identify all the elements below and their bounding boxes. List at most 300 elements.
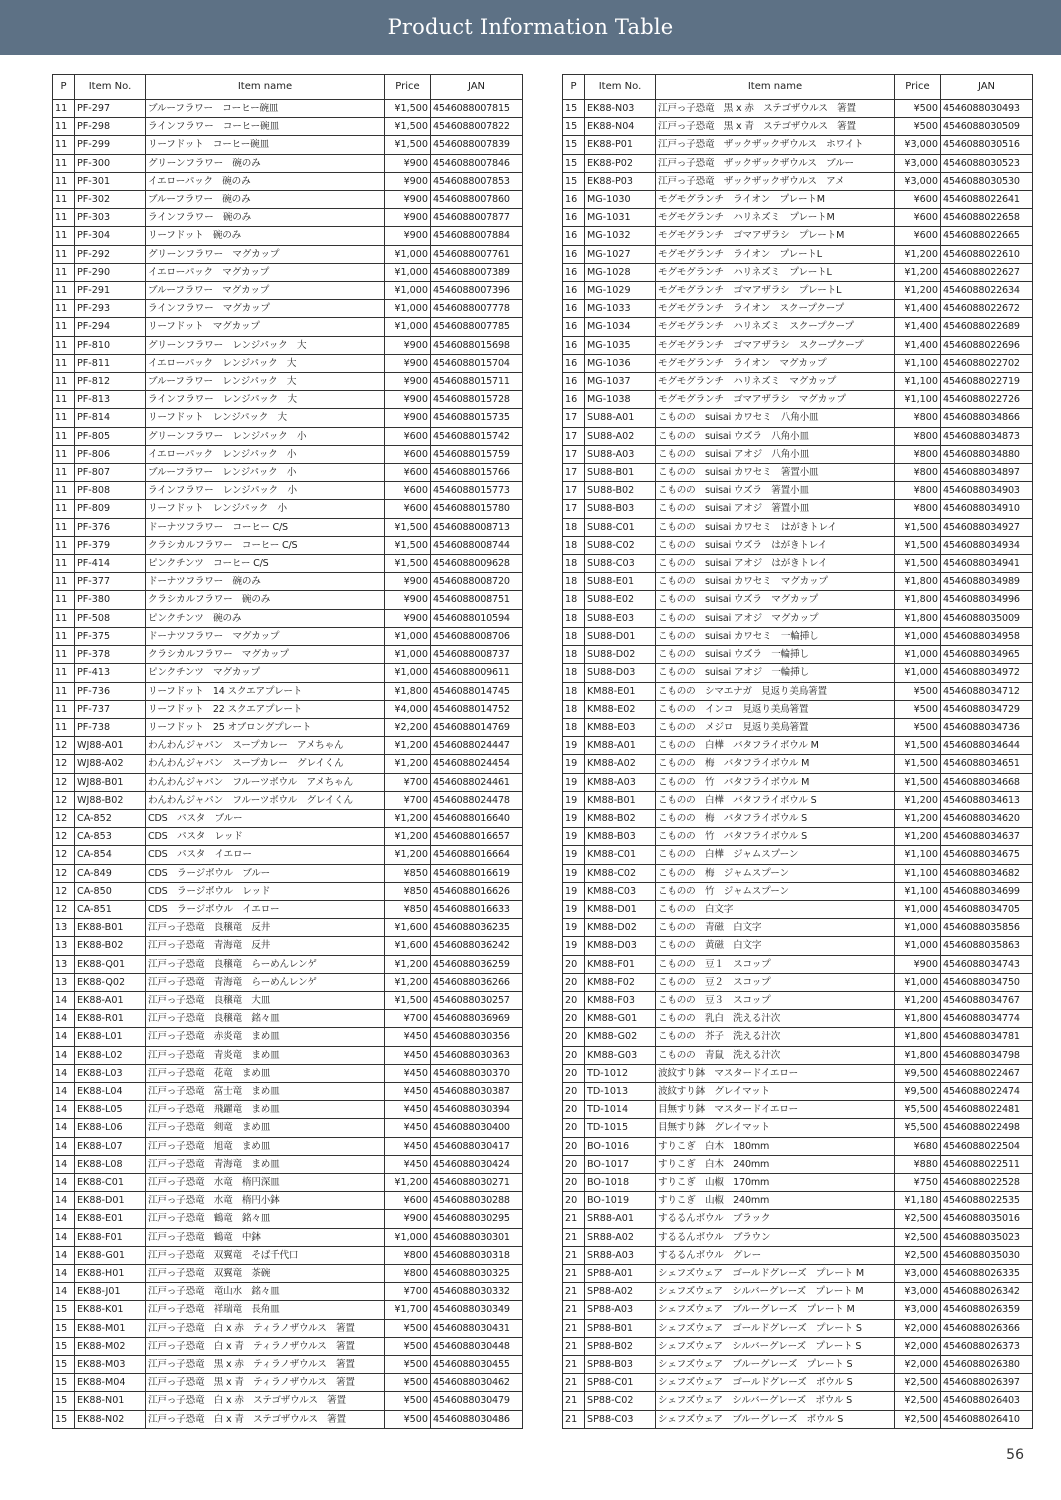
table-row — [53, 245, 523, 263]
cell-price: ¥1,800 — [895, 1046, 941, 1064]
cell-item-no: EK88-E01 — [75, 1210, 146, 1228]
cell-item-no: SU88-E02 — [585, 591, 656, 609]
col-header-jan: JAN — [431, 75, 523, 100]
cell-page: 11 — [53, 209, 75, 227]
cell-item-no: EK88-L02 — [75, 1046, 146, 1064]
cell-price: ¥600 — [385, 427, 431, 445]
cell-item-name: ピンクチンツ マグカップ — [146, 664, 385, 682]
table-row — [53, 1010, 523, 1028]
cell-page: 16 — [563, 373, 585, 391]
cell-page: 21 — [563, 1319, 585, 1337]
cell-page: 16 — [563, 354, 585, 372]
cell-price: ¥1,800 — [895, 1010, 941, 1028]
cell-item-no: EK88-J01 — [75, 1283, 146, 1301]
cell-price: ¥1,200 — [895, 991, 941, 1009]
cell-price: ¥1,200 — [385, 846, 431, 864]
cell-jan: 4546088030387 — [431, 1082, 523, 1100]
cell-item-name: こものの suisai カワセミ 一輪挿し — [656, 627, 895, 645]
cell-item-no: TD-1012 — [585, 1064, 656, 1082]
table-row — [563, 1064, 1033, 1082]
cell-item-no: PF-304 — [75, 227, 146, 245]
cell-page: 14 — [53, 1173, 75, 1191]
table-row — [563, 773, 1033, 791]
cell-page: 16 — [563, 300, 585, 318]
cell-price: ¥2,200 — [385, 718, 431, 736]
cell-jan: 4546088007846 — [431, 154, 523, 172]
table-row — [53, 809, 523, 827]
cell-item-name: こものの 梅 ジャムスプーン — [656, 864, 895, 882]
cell-page: 11 — [53, 191, 75, 209]
cell-item-name: シェフズウェア ブルーグレーズ プレート S — [656, 1356, 895, 1374]
table-row — [563, 1192, 1033, 1210]
table-row — [53, 646, 523, 664]
cell-jan: 4546088034903 — [941, 482, 1033, 500]
cell-item-no: KM88-A02 — [585, 755, 656, 773]
cell-item-name: ラインフラワー レンジパック 小 — [146, 482, 385, 500]
cell-item-name: シェフズウェア シルバーグレーズ プレート M — [656, 1283, 895, 1301]
cell-item-no: PF-378 — [75, 646, 146, 664]
cell-page: 16 — [563, 391, 585, 409]
cell-price: ¥1,200 — [895, 828, 941, 846]
cell-item-no: CA-854 — [75, 846, 146, 864]
cell-jan: 4546088030530 — [941, 172, 1033, 190]
cell-jan: 4546088034798 — [941, 1046, 1033, 1064]
cell-item-no: PF-807 — [75, 464, 146, 482]
cell-item-no: PF-303 — [75, 209, 146, 227]
cell-price: ¥600 — [385, 482, 431, 500]
cell-item-no: MG-1028 — [585, 263, 656, 281]
cell-jan: 4546088030455 — [431, 1356, 523, 1374]
table-row — [563, 882, 1033, 900]
cell-jan: 4546088030516 — [941, 136, 1033, 154]
cell-jan: 4546088022511 — [941, 1155, 1033, 1173]
cell-jan: 4546088030356 — [431, 1028, 523, 1046]
cell-item-no: BO-1016 — [585, 1137, 656, 1155]
cell-page: 18 — [563, 591, 585, 609]
table-row — [53, 536, 523, 554]
product-table-left — [52, 74, 523, 1429]
cell-page: 18 — [563, 718, 585, 736]
cell-jan: 4546088034996 — [941, 591, 1033, 609]
table-row — [563, 300, 1033, 318]
cell-jan: 4546088034637 — [941, 828, 1033, 846]
table-row — [53, 1082, 523, 1100]
table-row — [53, 609, 523, 627]
cell-jan: 4546088015711 — [431, 373, 523, 391]
cell-item-name: 江戸っ子恐竜 双翼竜 そば千代口 — [146, 1246, 385, 1264]
cell-price: ¥1,000 — [895, 646, 941, 664]
cell-jan: 4546088030400 — [431, 1119, 523, 1137]
cell-page: 15 — [563, 172, 585, 190]
cell-price: ¥800 — [895, 464, 941, 482]
cell-item-no: EK88-L04 — [75, 1082, 146, 1100]
cell-item-name: ドーナツフラワー マグカップ — [146, 627, 385, 645]
table-row — [563, 846, 1033, 864]
cell-item-no: EK88-B01 — [75, 919, 146, 937]
cell-page: 11 — [53, 482, 75, 500]
cell-item-name: ブルーフラワー レンジパック 大 — [146, 373, 385, 391]
cell-page: 14 — [53, 1082, 75, 1100]
cell-item-name: モグモグランチ ハリネズミ プレートL — [656, 263, 895, 281]
table-row — [563, 737, 1033, 755]
cell-price: ¥1,200 — [385, 809, 431, 827]
table-header-row — [563, 75, 1033, 100]
cell-item-name: こものの 竹 バタフライボウル M — [656, 773, 895, 791]
table-row — [53, 464, 523, 482]
cell-page: 20 — [563, 1101, 585, 1119]
cell-page: 16 — [563, 282, 585, 300]
table-row — [563, 591, 1033, 609]
cell-page: 21 — [563, 1356, 585, 1374]
cell-page: 11 — [53, 591, 75, 609]
cell-jan: 4546088007822 — [431, 118, 523, 136]
cell-jan: 4546088022726 — [941, 391, 1033, 409]
cell-item-no: MG-1029 — [585, 282, 656, 300]
cell-price: ¥1,100 — [895, 373, 941, 391]
cell-item-name: すりこぎ 山椒 240mm — [656, 1192, 895, 1210]
cell-item-no: PF-813 — [75, 391, 146, 409]
table-row — [563, 700, 1033, 718]
cell-jan: 4546088030424 — [431, 1155, 523, 1173]
cell-item-no: SU88-A01 — [585, 409, 656, 427]
cell-item-no: PF-299 — [75, 136, 146, 154]
cell-item-name: こものの 豆３ スコップ — [656, 991, 895, 1009]
table-row — [563, 1101, 1033, 1119]
cell-item-no: KM88-F02 — [585, 973, 656, 991]
cell-jan: 4546088026342 — [941, 1283, 1033, 1301]
cell-price: ¥500 — [895, 700, 941, 718]
table-row — [563, 809, 1033, 827]
cell-jan: 4546088034989 — [941, 573, 1033, 591]
cell-jan: 4546088034880 — [941, 445, 1033, 463]
cell-item-name: 江戸っ子恐竜 良穣竜 銘々皿 — [146, 1010, 385, 1028]
col-header-jan: JAN — [941, 75, 1033, 100]
cell-price: ¥700 — [385, 773, 431, 791]
cell-page: 16 — [563, 191, 585, 209]
cell-page: 20 — [563, 991, 585, 1009]
cell-page: 18 — [563, 518, 585, 536]
cell-page: 11 — [53, 700, 75, 718]
cell-price: ¥1,000 — [895, 900, 941, 918]
table-row — [563, 1337, 1033, 1355]
cell-item-no: KM88-A01 — [585, 737, 656, 755]
cell-price: ¥500 — [895, 118, 941, 136]
table-row — [53, 1119, 523, 1137]
cell-page: 17 — [563, 500, 585, 518]
cell-page: 20 — [563, 973, 585, 991]
table-row — [53, 627, 523, 645]
cell-item-no: PF-812 — [75, 373, 146, 391]
cell-page: 14 — [53, 1283, 75, 1301]
cell-item-no: CA-849 — [75, 864, 146, 882]
cell-item-name: ブルーフラワー 碗のみ — [146, 191, 385, 209]
cell-jan: 4546088022634 — [941, 282, 1033, 300]
cell-page: 11 — [53, 518, 75, 536]
cell-page: 14 — [53, 1101, 75, 1119]
cell-item-no: PF-293 — [75, 300, 146, 318]
cell-item-name: こものの suisai ウズラ 箸置小皿 — [656, 482, 895, 500]
table-row — [563, 518, 1033, 536]
cell-item-no: BO-1019 — [585, 1192, 656, 1210]
cell-item-no: EK88-L08 — [75, 1155, 146, 1173]
cell-item-name: シェフズウェア ブルーグレーズ ボウル S — [656, 1410, 895, 1428]
cell-price: ¥450 — [385, 1082, 431, 1100]
cell-item-no: EK88-C01 — [75, 1173, 146, 1191]
cell-item-name: グリーンフラワー マグカップ — [146, 245, 385, 263]
cell-page: 20 — [563, 1064, 585, 1082]
cell-item-no: WJ88-A02 — [75, 755, 146, 773]
cell-price: ¥1,100 — [895, 354, 941, 372]
cell-price: ¥1,400 — [895, 300, 941, 318]
cell-page: 15 — [53, 1337, 75, 1355]
cell-price: ¥1,200 — [385, 973, 431, 991]
cell-page: 12 — [53, 846, 75, 864]
cell-item-no: MG-1035 — [585, 336, 656, 354]
cell-page: 21 — [563, 1374, 585, 1392]
cell-price: ¥700 — [385, 1283, 431, 1301]
cell-jan: 4546088026373 — [941, 1337, 1033, 1355]
cell-page: 14 — [53, 1064, 75, 1082]
table-row — [53, 154, 523, 172]
table-row — [53, 1246, 523, 1264]
cell-item-name: 江戸っ子恐竜 青海竜 まめ皿 — [146, 1155, 385, 1173]
cell-jan: 4546088008713 — [431, 518, 523, 536]
cell-page: 21 — [563, 1228, 585, 1246]
cell-page: 18 — [563, 536, 585, 554]
cell-item-name: 江戸っ子恐竜 良穣竜 大皿 — [146, 991, 385, 1009]
cell-price: ¥800 — [895, 445, 941, 463]
cell-page: 17 — [563, 409, 585, 427]
cell-item-name: こものの 白樺 ジャムスプーン — [656, 846, 895, 864]
cell-page: 20 — [563, 1192, 585, 1210]
cell-page: 11 — [53, 354, 75, 372]
cell-item-no: EK88-M02 — [75, 1337, 146, 1355]
cell-item-no: PF-414 — [75, 555, 146, 573]
cell-page: 12 — [53, 809, 75, 827]
cell-item-no: EK88-P02 — [585, 154, 656, 172]
cell-page: 19 — [563, 737, 585, 755]
col-header-p: P — [53, 75, 75, 100]
table-row — [53, 718, 523, 736]
cell-item-no: KM88-F01 — [585, 955, 656, 973]
cell-price: ¥3,000 — [895, 172, 941, 190]
cell-item-name: 江戸っ子恐竜 ザックザックザウルス アメ — [656, 172, 895, 190]
cell-item-no: EK88-A01 — [75, 991, 146, 1009]
cell-price: ¥1,000 — [385, 1228, 431, 1246]
cell-price: ¥2,500 — [895, 1246, 941, 1264]
cell-item-name: シェフズウェア ゴールドグレーズ プレート M — [656, 1265, 895, 1283]
cell-item-no: PF-302 — [75, 191, 146, 209]
cell-page: 11 — [53, 409, 75, 427]
cell-item-name: CDS パスタ イエロー — [146, 846, 385, 864]
table-row — [53, 1173, 523, 1191]
cell-jan: 4546088026410 — [941, 1410, 1033, 1428]
cell-item-no: SU88-B01 — [585, 464, 656, 482]
cell-item-no: PF-379 — [75, 536, 146, 554]
cell-page: 19 — [563, 937, 585, 955]
cell-price: ¥500 — [385, 1410, 431, 1428]
cell-jan: 4546088016664 — [431, 846, 523, 864]
cell-jan: 4546088015773 — [431, 482, 523, 500]
cell-page: 12 — [53, 755, 75, 773]
cell-item-no: PF-290 — [75, 263, 146, 281]
table-row — [563, 373, 1033, 391]
cell-item-name: グリーンフラワー レンジパック 大 — [146, 336, 385, 354]
table-row — [53, 1265, 523, 1283]
cell-page: 11 — [53, 282, 75, 300]
table-row — [53, 518, 523, 536]
cell-price: ¥800 — [895, 427, 941, 445]
cell-jan: 4546088034873 — [941, 427, 1033, 445]
cell-price: ¥800 — [895, 500, 941, 518]
cell-item-no: SU88-D03 — [585, 664, 656, 682]
cell-page: 18 — [563, 700, 585, 718]
cell-item-no: TD-1015 — [585, 1119, 656, 1137]
cell-jan: 4546088026335 — [941, 1265, 1033, 1283]
cell-item-no: EK88-F01 — [75, 1228, 146, 1246]
table-row — [53, 919, 523, 937]
cell-item-no: SP88-A02 — [585, 1283, 656, 1301]
cell-jan: 4546088007884 — [431, 227, 523, 245]
table-row — [53, 591, 523, 609]
table-row — [563, 445, 1033, 463]
cell-jan: 4546088035016 — [941, 1210, 1033, 1228]
table-row — [53, 1137, 523, 1155]
cell-item-name: こものの suisai アオジ マグカップ — [656, 609, 895, 627]
cell-item-name: ラインフラワー マグカップ — [146, 300, 385, 318]
cell-page: 15 — [563, 118, 585, 136]
cell-jan: 4546088007785 — [431, 318, 523, 336]
cell-price: ¥900 — [385, 227, 431, 245]
cell-price: ¥900 — [385, 354, 431, 372]
table-row — [563, 991, 1033, 1009]
cell-price: ¥850 — [385, 900, 431, 918]
cell-item-name: こものの suisai ウズラ 八角小皿 — [656, 427, 895, 445]
cell-item-name: シェフズウェア ブルーグレーズ プレート M — [656, 1301, 895, 1319]
cell-price: ¥1,000 — [895, 973, 941, 991]
cell-item-name: こものの suisai カワセミ マグカップ — [656, 573, 895, 591]
cell-page: 18 — [563, 664, 585, 682]
table-row — [563, 664, 1033, 682]
cell-jan: 4546088022702 — [941, 354, 1033, 372]
cell-item-no: PF-300 — [75, 154, 146, 172]
cell-price: ¥3,000 — [895, 1301, 941, 1319]
cell-item-name: こものの 竹 ジャムスプーン — [656, 882, 895, 900]
cell-page: 12 — [53, 828, 75, 846]
table-row — [53, 1283, 523, 1301]
cell-page: 20 — [563, 1082, 585, 1100]
cell-item-no: PF-814 — [75, 409, 146, 427]
cell-jan: 4546088007389 — [431, 263, 523, 281]
cell-price: ¥1,000 — [895, 937, 941, 955]
cell-item-no: TD-1013 — [585, 1082, 656, 1100]
table-row — [563, 1283, 1033, 1301]
table-row — [53, 1028, 523, 1046]
cell-item-no: SU88-E03 — [585, 609, 656, 627]
cell-jan: 4546088034774 — [941, 1010, 1033, 1028]
cell-page: 21 — [563, 1337, 585, 1355]
cell-item-no: KM88-C02 — [585, 864, 656, 882]
cell-price: ¥1,000 — [895, 919, 941, 937]
cell-price: ¥5,500 — [895, 1119, 941, 1137]
cell-price: ¥1,800 — [895, 609, 941, 627]
cell-jan: 4546088022672 — [941, 300, 1033, 318]
table-row — [563, 191, 1033, 209]
cell-page: 17 — [563, 427, 585, 445]
cell-item-no: EK88-N03 — [585, 100, 656, 118]
cell-jan: 4546088034927 — [941, 518, 1033, 536]
cell-jan: 4546088030493 — [941, 100, 1033, 118]
cell-item-name: こものの 梅 バタフライボウル M — [656, 755, 895, 773]
cell-jan: 4546088022498 — [941, 1119, 1033, 1137]
table-row — [53, 1192, 523, 1210]
table-row — [53, 882, 523, 900]
table-row — [53, 828, 523, 846]
cell-jan: 4546088034613 — [941, 791, 1033, 809]
table-row — [53, 500, 523, 518]
table-row — [53, 773, 523, 791]
cell-page: 14 — [53, 1246, 75, 1264]
cell-item-name: 江戸っ子恐竜 剣竜 まめ皿 — [146, 1119, 385, 1137]
cell-price: ¥900 — [385, 409, 431, 427]
cell-page: 11 — [53, 609, 75, 627]
cell-price: ¥3,000 — [895, 136, 941, 154]
cell-price: ¥900 — [385, 573, 431, 591]
cell-item-no: SR88-A03 — [585, 1246, 656, 1264]
cell-item-no: PF-294 — [75, 318, 146, 336]
cell-price: ¥1,500 — [895, 737, 941, 755]
cell-item-no: KM88-D03 — [585, 937, 656, 955]
cell-item-name: モグモグランチ ゴマアザラシ スクープクープ — [656, 336, 895, 354]
cell-page: 14 — [53, 1119, 75, 1137]
cell-page: 21 — [563, 1246, 585, 1264]
cell-price: ¥1,100 — [895, 391, 941, 409]
cell-item-name: 江戸っ子恐竜 黒 x 青 ティラノザウルス 箸置 — [146, 1374, 385, 1392]
cell-jan: 4546088030318 — [431, 1246, 523, 1264]
table-row — [53, 664, 523, 682]
cell-jan: 4546088030523 — [941, 154, 1033, 172]
cell-jan: 4546088034620 — [941, 809, 1033, 827]
cell-item-no: MG-1034 — [585, 318, 656, 336]
table-row — [53, 1337, 523, 1355]
cell-item-name: 波紋すり鉢 マスタードイエロー — [656, 1064, 895, 1082]
cell-price: ¥880 — [895, 1155, 941, 1173]
table-row — [53, 391, 523, 409]
cell-item-name: リーフドット レンジパック 小 — [146, 500, 385, 518]
cell-item-name: 江戸っ子恐竜 白 x 青 ティラノザウルス 箸置 — [146, 1337, 385, 1355]
cell-page: 18 — [563, 646, 585, 664]
cell-jan: 4546088024478 — [431, 791, 523, 809]
table-row — [563, 973, 1033, 991]
cell-item-no: SP88-A01 — [585, 1265, 656, 1283]
cell-jan: 4546088030271 — [431, 1173, 523, 1191]
page-title: Product Information Table — [387, 15, 674, 39]
cell-item-name: こものの suisai カワセミ 箸置小皿 — [656, 464, 895, 482]
cell-price: ¥1,500 — [385, 555, 431, 573]
cell-item-no: MG-1030 — [585, 191, 656, 209]
cell-item-name: ピンクチンツ コーヒー C/S — [146, 555, 385, 573]
cell-jan: 4546088007778 — [431, 300, 523, 318]
cell-price: ¥1,000 — [385, 627, 431, 645]
cell-item-name: リーフドット マグカップ — [146, 318, 385, 336]
cell-page: 20 — [563, 1010, 585, 1028]
cell-price: ¥1,800 — [895, 573, 941, 591]
cell-item-no: MG-1032 — [585, 227, 656, 245]
cell-page: 14 — [53, 1028, 75, 1046]
page-number: 56 — [1006, 1447, 1024, 1463]
cell-item-name: イエローパック マグカップ — [146, 263, 385, 281]
cell-item-no: KM88-F03 — [585, 991, 656, 1009]
